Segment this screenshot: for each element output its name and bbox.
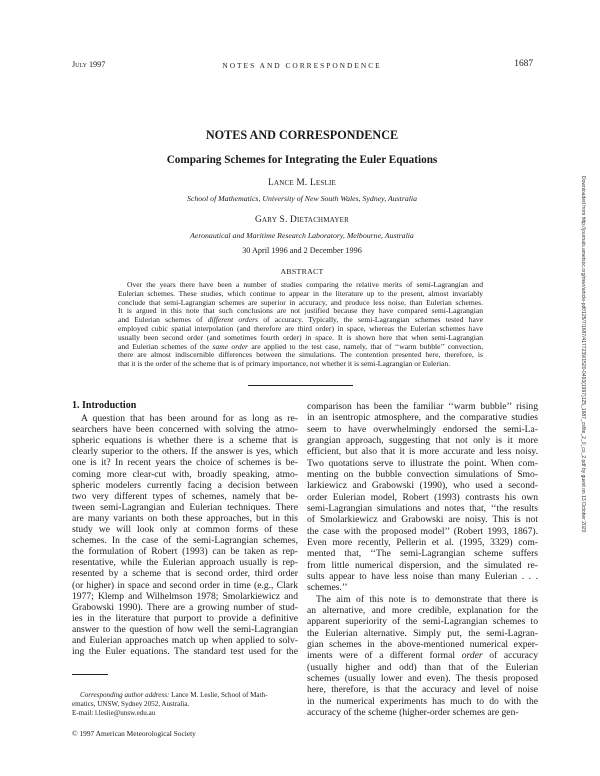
text-line: employed cubic spatial interpolation (and therefore are third order) in space, whereas the Eulerian schemes have (118, 325, 483, 333)
text-line: Over the years there have been a number of studies comparing the relative merits of semi-Lagrangian and (127, 281, 483, 289)
text-line (307, 650, 538, 662)
text-segment: are applied to the test case, namely, that of ‘‘warm bubble’’ convection, (248, 342, 483, 351)
author-affiliation: Aeronautical and Maritime Research Laboratory, Melbourne, Australia (190, 231, 414, 240)
text-line: resented by a scheme that is second order, third order (72, 568, 298, 580)
text-line: an alternative, and more credible, explanation for the (307, 604, 538, 616)
article-title: Comparing Schemes for Integrating the Euler Equations (166, 154, 438, 166)
emphasis-text: different orders (207, 316, 258, 325)
text-line: two very different types of schemes, namely that be- (72, 490, 298, 502)
text-line: Grabowski 1990). There are a growing number of stud- (72, 601, 298, 613)
text-line: the case with the proposed model’’ (Robert 1993, 1867). (307, 525, 538, 537)
text-line: one is it? In recent years the choice of schemes is be- (72, 457, 298, 469)
author-affiliation: School of Mathematics, University of New South Wales, Sydney, Australia (187, 194, 417, 203)
text-line: seem to have overwhelmingly endorsed the semi-La- (307, 423, 538, 435)
copyright-notice: © 1997 American Meteorological Society (72, 729, 196, 738)
text-line: usually been second order (and sometimes fourth order) in space. It is shown here that when semi-Lagrangian (118, 333, 483, 342)
text-line: Eulerian schemes. These studies, which continue to appear in the literature up to the present, almost invariably (118, 289, 483, 298)
abstract-heading: ABSTRACT (280, 267, 324, 276)
text-line: tween semi-Lagrangian and Eulerian techniques. There (72, 501, 298, 513)
text-line: semi-Lagrangian simulations and notes that, ‘‘the results (307, 502, 538, 514)
footnote-line-2: ematics, UNSW, Sydney 2052, Australia. (72, 700, 190, 708)
author-name: Lance M. Leslie (268, 178, 336, 188)
text-line: the Eulerian alternative. Simply put, the semi-Lagran- (307, 627, 538, 639)
text-line: Two quotations serve to illustrate the point. When com- (307, 457, 538, 469)
text-line: here, therefore, is that the accuracy and level of noise (307, 684, 538, 696)
received-dates: 30 April 1996 and 2 December 1996 (242, 246, 362, 255)
text-line: (usually higher and odd) than that of the Eulerian (307, 661, 538, 673)
text-line: resentative, while the Eulerian approach usually is rep- (72, 557, 298, 569)
text-line: searchers have been concerned with solving the atmo- (72, 424, 298, 436)
text-line: schemes (usually lower and even). The thesis proposed (307, 672, 538, 684)
text-segment: of accuracy. Typically, the semi-Lagrangian schemes tested have (257, 316, 483, 325)
footnote-email: E-mail: l.leslie@unsw.edu.au (72, 709, 156, 717)
text-segment: of accuracy (482, 650, 538, 662)
text-line: coming more clear-cut with, broadly speaking, atmo- (72, 468, 298, 480)
text-line: efficient, but also that it is more accurate and less noisy. (307, 446, 538, 458)
text-line: 1977; Klemp and Wilhelmson 1978; Smolarkiewicz and (72, 590, 298, 602)
section-title: NOTES AND CORRESPONDENCE (205, 128, 399, 142)
footnote-divider (72, 674, 108, 675)
text-line: grangian approach, suggesting that not only is it more (307, 434, 538, 446)
text-line: apparent superiority of the semi-Lagrangian schemes to (307, 616, 538, 628)
text-line: there are almost indiscernible differences between the simulations. The contention presented here, therefore, is (118, 351, 483, 360)
text-segment: and Eulerian schemes of the (118, 342, 213, 351)
text-line: Even more recently, Pellerin et al. (1995, 3329) com- (307, 536, 538, 548)
text-line: of Smolarkiewicz and Grabowski are noisy. This is not (307, 514, 538, 526)
running-head-title: NOTES AND CORRESPONDENCE (222, 61, 382, 70)
text-line: that it is the order of the scheme that is of primary importance, not whether it is semi-Lagrangian or Eulerian. (118, 359, 451, 369)
text-line: and Eulerian approaches match up when applied to solv- (72, 635, 298, 646)
footnote-text: Lance M. Leslie, School of Math- (169, 691, 268, 699)
text-line: (or higher) in space and second order in time (e.g., Clark (72, 579, 298, 591)
author-name: Gary S. Dietachmayer (255, 215, 349, 225)
text-segment: and Eulerian schemes of (118, 316, 208, 325)
text-line: ing the Euler equations. The standard test used for the (72, 646, 298, 658)
footnote-line-1 (80, 691, 267, 699)
text-line: are many variants on both these approaches, but in this (72, 512, 298, 524)
footnote-label: Corresponding author address: (80, 691, 170, 699)
download-watermark: Downloaded from http://journals.ametsoc.org/mwr/article-pdf/125/7/1687/4177239/1520-0493(1997)125_1687_csfite_2_0_co_2.pdf by guest on 13 October 2020 (580, 176, 586, 533)
text-segment: iments were of a different formal (307, 650, 462, 662)
text-line: conclude that semi-Lagrangian schemes are superior in accuracy, and produce less noise, than Eulerian schemes. (118, 298, 483, 307)
text-line: from little numerical dispersion, and the simulated re- (307, 559, 538, 571)
section-heading-introduction: 1. Introduction (72, 400, 137, 411)
text-line: in the numerical experiments has much to do with the (307, 695, 538, 707)
text-line: It is argued in this note that such conclusions are not justified because they have compared semi-Lagrangian (118, 307, 483, 316)
text-line: ies in the literature that purport to provide a definitive (72, 612, 298, 624)
text-line: schemes. In the case of the semi-Lagrangian schemes, (72, 535, 298, 547)
text-line: the formulation of Robert (1993) can be taken as rep- (72, 546, 298, 558)
text-line: in an isentropic atmosphere, and the comparative studies (307, 412, 538, 424)
text-line: mented that, ‘‘The semi-Lagrangian scheme suffers (307, 548, 538, 560)
text-line: clearly superior to the others. If the answer is yes, which (72, 446, 298, 458)
text-line: study we will look only at common forms of these (72, 524, 298, 535)
text-line: sults appear to have less noise than many Eulerian . . . (307, 570, 538, 582)
text-line: The aim of this note is to demonstrate that there is (316, 593, 538, 605)
text-line: gian schemes in the above-mentioned numerical exper- (307, 638, 538, 650)
text-line: answer to the question of how well the semi-Lagrangian (72, 623, 298, 635)
text-line: accuracy of the scheme (higher-order schemes are gen- (307, 706, 519, 718)
text-line: larkiewicz and Grabowski (1990), who used a second- (307, 480, 538, 492)
text-line: spheric modelers currently facing a decision between (72, 479, 298, 491)
text-line: order Eulerian model, Robert (1993) contrasts his own (307, 491, 538, 503)
emphasis-text: same order (212, 342, 249, 351)
text-line: comparison has been the familiar ‘‘warm bubble’’ rising (307, 401, 538, 412)
text-line: spheric equations is whether there is a scheme that is (72, 435, 298, 447)
emphasis-text: order (461, 650, 483, 662)
page-number: 1687 (514, 59, 533, 69)
text-line: menting on the bubble convection simulations of Smo- (307, 468, 538, 480)
abstract-divider (248, 385, 353, 386)
text-line: schemes.’’ (307, 582, 348, 594)
text-line: A question that has been around for as long as re- (81, 413, 298, 424)
running-head-date-text: July 1997 (72, 60, 106, 69)
